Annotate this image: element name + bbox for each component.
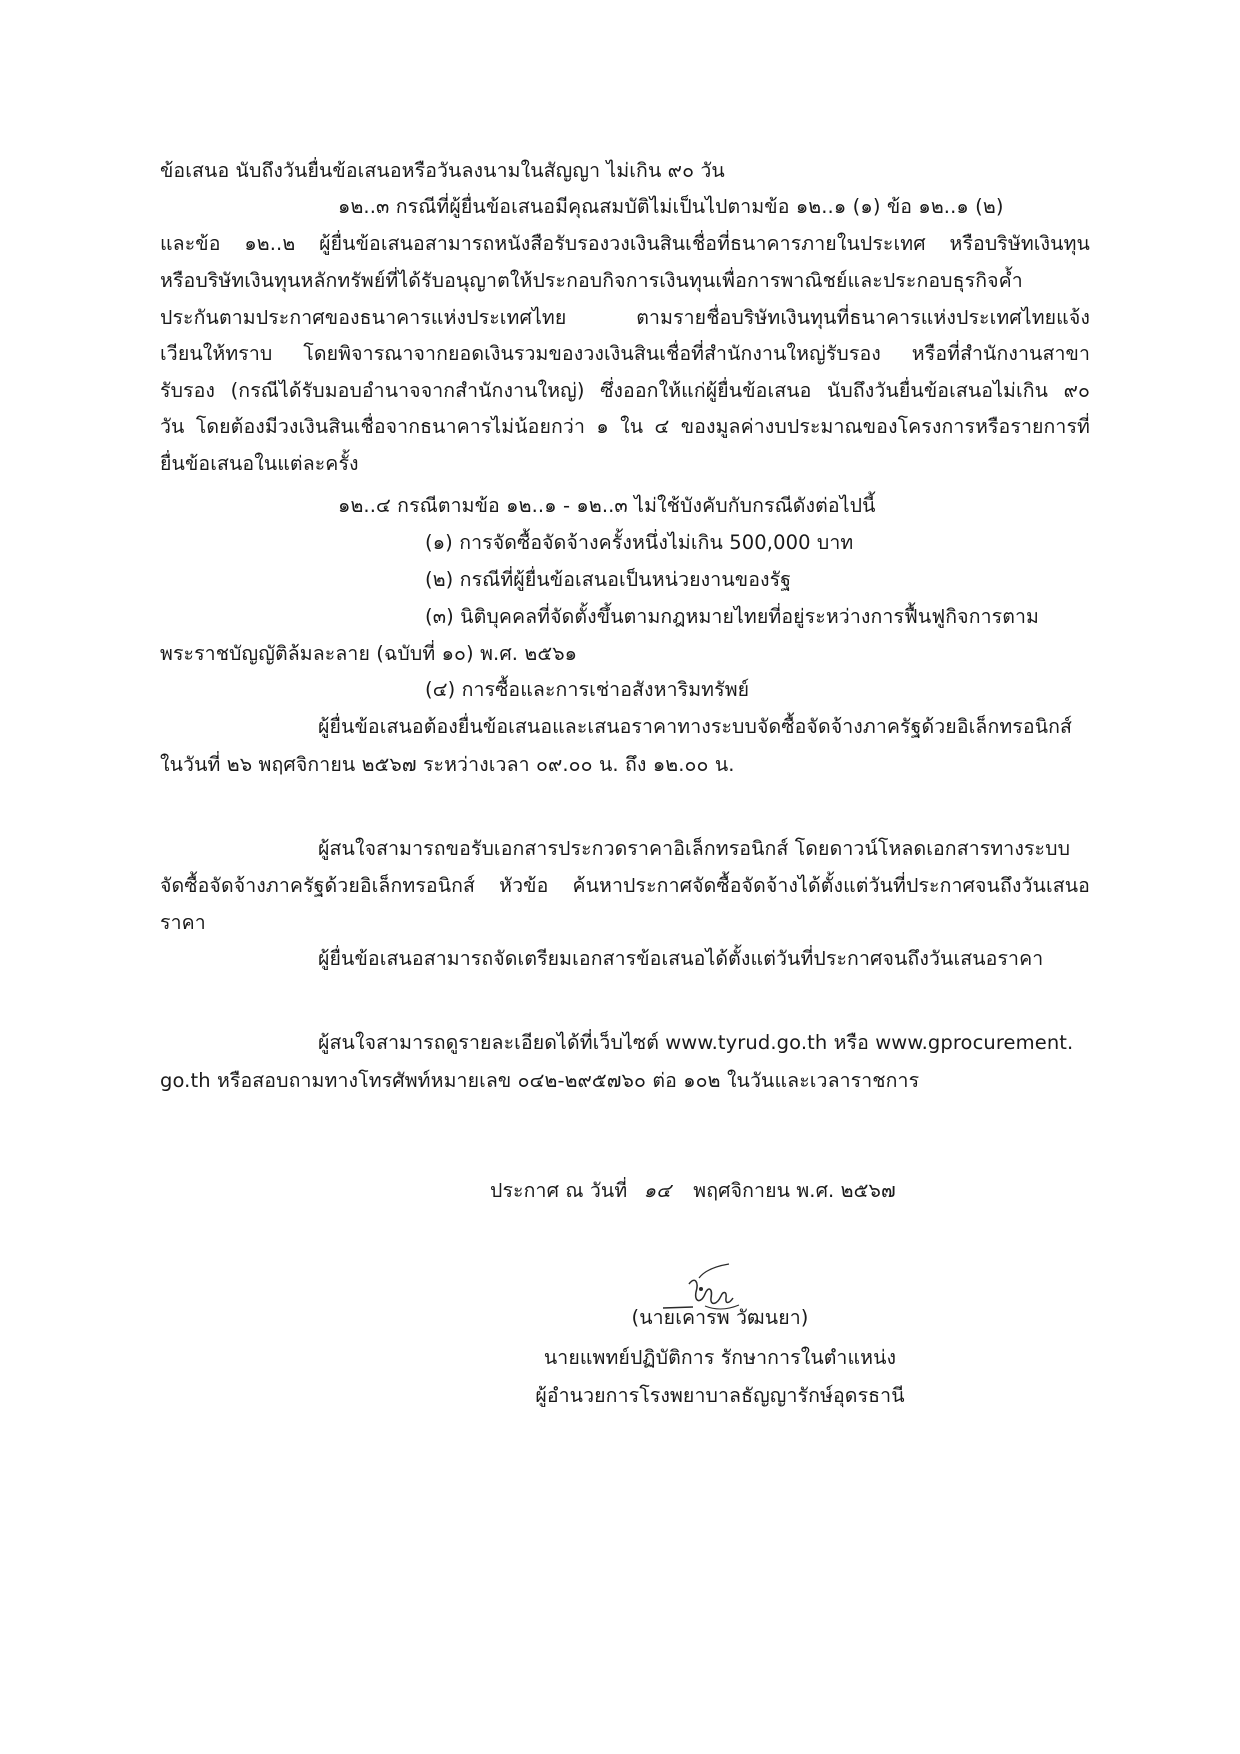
text-line-23: go.th หรือสอบถามทางโทรศัพท์หมายเลข ๐๔๒-๒๙๕๗๖๐ ต่อ ๑๐๒ ในวันและเวลาราชการ	[160, 1069, 920, 1092]
announcement-month-year: พฤศจิกายน พ.ศ. ๒๕๖๗	[693, 1179, 896, 1202]
text-line-16: ผู้ยื่นข้อเสนอต้องยื่นข้อเสนอและเสนอราคาทางระบบจัดซื้อจัดจ้างภาครัฐด้วยอิเล็กทรอนิกส์	[318, 715, 1073, 738]
list-item-1: (๑) การจัดซื้อจัดจ้างครั้งหนึ่งไม่เกิน 500,000 บาท	[425, 531, 854, 554]
text-line-9: ยื่นข้อเสนอในแต่ละครั้ง	[160, 452, 359, 475]
text-line-20: ราคา	[160, 911, 206, 934]
text-line-4: หรือบริษัทเงินทุนหลักทรัพย์ที่ได้รับอนุญาตให้ประกอบกิจการเงินทุนเพื่อการพาณิชย์และประกอบธุรกิจค้ำ	[160, 269, 1023, 292]
text-line-22: ผู้สนใจสามารถดูรายละเอียดได้ที่เว็บไซต์ www.tyrud.go.th หรือ www.gprocurement.	[318, 1031, 1074, 1054]
text-line-8: วัน โดยต้องมีวงเงินสินเชื่อจากธนาคารไม่น้อยกว่า ๑ ใน ๔ ของมูลค่างบประมาณของโครงการหรือรายการที่	[160, 415, 1090, 438]
text-line-19: จัดซื้อจัดจ้างภาครัฐด้วยอิเล็กทรอนิกส์ หัวข้อ ค้นหาประกาศจัดซื้อจัดจ้างได้ตั้งแต่วันที่ประกาศจนถึงวันเสนอ	[160, 874, 1090, 897]
text-line-21: ผู้ยื่นข้อเสนอสามารถจัดเตรียมเอกสารข้อเสนอได้ตั้งแต่วันที่ประกาศจนถึงวันเสนอราคา	[318, 947, 1044, 970]
text-line-2: ๑๒..๓ กรณีที่ผู้ยื่นข้อเสนอมีคุณสมบัติไม่เป็นไปตามข้อ ๑๒..๑ (๑) ข้อ ๑๒..๑ (๒)	[338, 195, 1004, 218]
text-line-6: เวียนให้ทราบ โดยพิจารณาจากยอดเงินรวมของวงเงินสินเชื่อที่สำนักงานใหญ่รับรอง หรือที่สำนักงานสาขา	[160, 342, 1090, 365]
text-line-7: รับรอง (กรณีได้รับมอบอำนาจจากสำนักงานใหญ่) ซึ่งออกให้แก่ผู้ยื่นข้อเสนอ นับถึงวันยื่นข้อเสนอไม่เกิน ๙๐	[160, 379, 1090, 402]
signer-position-1: นายแพทย์ปฏิบัติการ รักษาการในตำแหน่ง	[543, 1346, 897, 1369]
text-line-18: ผู้สนใจสามารถขอรับเอกสารประกวดราคาอิเล็กทรอนิกส์ โดยดาวน์โหลดเอกสารทางระบบ	[318, 837, 1071, 860]
signer-name: (นายเคารพ วัฒนยา)	[631, 1306, 809, 1329]
list-item-3-cont: พระราชบัญญัติล้มละลาย (ฉบับที่ ๑๐) พ.ศ. ๒๕๖๑	[160, 642, 578, 665]
signer-position-2: ผู้อำนวยการโรงพยาบาลธัญญารักษ์อุดรธานี	[535, 1384, 905, 1407]
announcement-date	[490, 1178, 896, 1204]
text-line-1: ข้อเสนอ นับถึงวันยื่นข้อเสนอหรือวันลงนามในสัญญา ไม่เกิน ๙๐ วัน	[160, 159, 725, 182]
text-line-3: และข้อ ๑๒..๒ ผู้ยื่นข้อเสนอสามารถหนังสือรับรองวงเงินสินเชื่อที่ธนาคารภายในประเทศ หรือบริษัทเงินทุน	[160, 232, 1090, 255]
list-item-3: (๓) นิติบุคคลที่จัดตั้งขึ้นตามกฎหมายไทยที่อยู่ระหว่างการฟื้นฟูกิจการตาม	[425, 605, 1039, 628]
text-line-10: ๑๒..๔ กรณีตามข้อ ๑๒..๑ - ๑๒..๓ ไม่ใช้บังคับกับกรณีดังต่อไปนี้	[338, 494, 876, 517]
list-item-2: (๒) กรณีที่ผู้ยื่นข้อเสนอเป็นหน่วยงานของรัฐ	[425, 568, 792, 591]
announcement-prefix: ประกาศ ณ วันที่	[490, 1179, 628, 1202]
text-line-17: ในวันที่ ๒๖ พฤศจิกายน ๒๕๖๗ ระหว่างเวลา ๐๙.๐๐ น. ถึง ๑๒.๐๐ น.	[160, 753, 735, 776]
list-item-4: (๔) การซื้อและการเช่าอสังหาริมทรัพย์	[425, 678, 750, 701]
text-line-5: ประกันตามประกาศของธนาคารแห่งประเทศไทย ตามรายชื่อบริษัทเงินทุนที่ธนาคารแห่งประเทศไทยแจ้ง	[160, 306, 1090, 329]
announcement-day: ๑๔	[643, 1179, 671, 1202]
